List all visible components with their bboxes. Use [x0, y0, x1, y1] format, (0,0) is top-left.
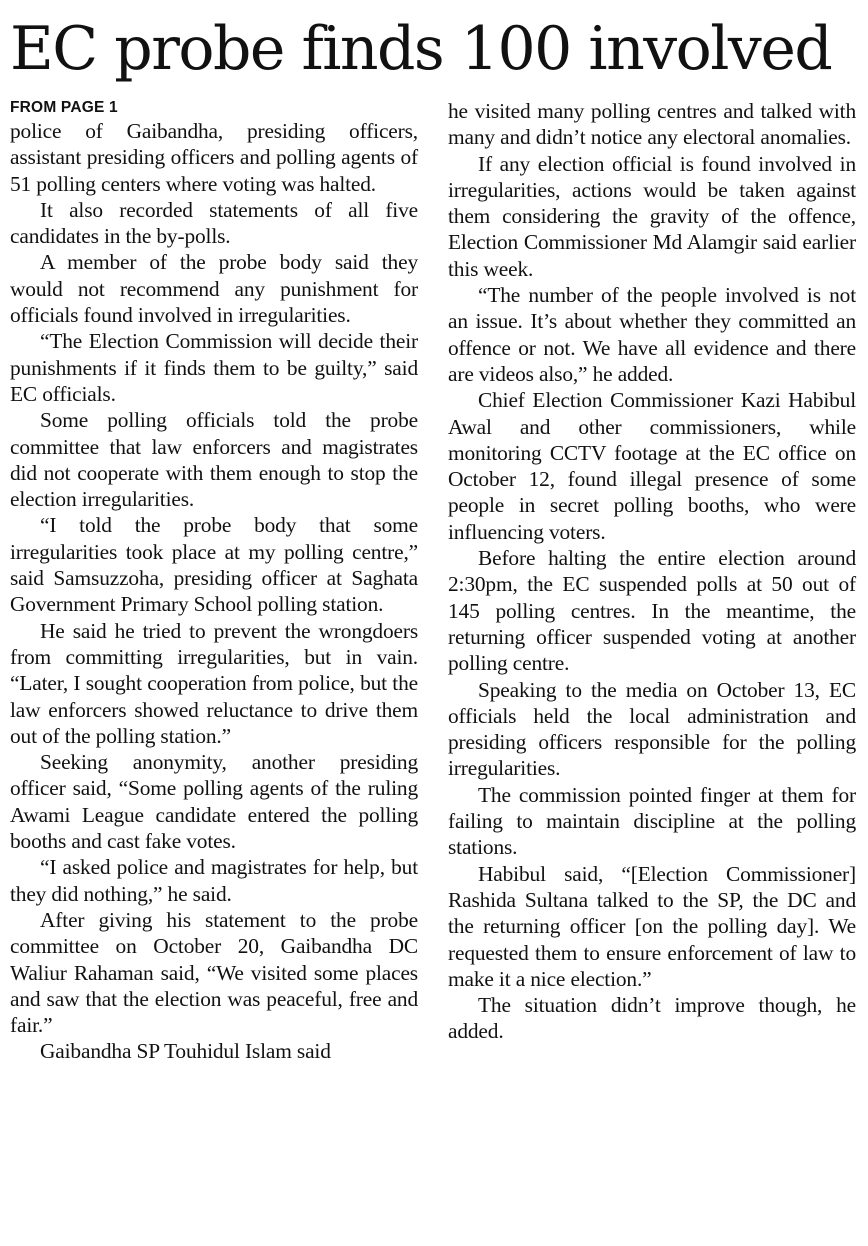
paragraph: If any election official is found involved in irregularities, actions would be taken against them considering the gravity of the offence, Election Commissioner Md Alamgir said earlier this week.	[448, 151, 856, 281]
paragraph: Before halting the entire election around 2:30pm, the EC suspended polls at 50 out of 145 polling centres. In the meantime, the returning officer suspended voting at another polling centre.	[448, 546, 856, 676]
paragraph: Habibul said, “[Election Commissioner] Rashida Sultana talked to the SP, the DC and the returning officer [on the polling day]. We requested them to ensure enforcement of law to make it a nice election.”	[448, 861, 856, 991]
paragraph: he visited many polling centres and talked with many and didn’t notice any electoral anomalies.	[448, 99, 856, 150]
paragraph: Some polling officials told the probe committee that law enforcers and magistrates did not cooperate with them enough to stop the election irregularities.	[10, 408, 418, 512]
paragraph: The situation didn’t improve though, he added.	[448, 993, 856, 1044]
paragraph: “The Election Commission will decide their punishments if it finds them to be guilty,” said EC officials.	[10, 329, 418, 406]
paragraph: Gaibandha SP Touhidul Islam said	[40, 1039, 331, 1064]
jump-label: FROM PAGE 1	[10, 99, 118, 116]
paragraph: Speaking to the media on October 13, EC officials held the local administration and presiding officers responsible for the polling irregularities.	[448, 677, 856, 781]
paragraph: “I asked police and magistrates for help, but they did nothing,” he said.	[10, 855, 418, 906]
paragraph: police of Gaibandha, presiding officers, assistant presiding officers and polling agents of 51 polling centers where voting was halted.	[10, 119, 418, 196]
paragraph: It also recorded statements of all five candidates in the by-polls.	[10, 197, 418, 249]
paragraph: Chief Election Commissioner Kazi Habibul Awal and other commissioners, while monitoring CCTV footage at the EC office on October 12, found illegal presence of some people in secret polling booths, who were influencing voters.	[448, 388, 856, 544]
paragraph: “I told the probe body that some irregularities took place at my polling centre,” said Samsuzzoha, presiding officer at Saghata Government Primary School polling station.	[10, 513, 418, 617]
paragraph: The commission pointed finger at them for failing to maintain discipline at the polling stations.	[448, 782, 856, 860]
left-column	[10, 98, 418, 1065]
paragraph: “The number of the people involved is not an issue. It’s about whether they committed an offence or not. We have all evidence and there are videos also,” he added.	[448, 283, 856, 386]
right-column	[448, 98, 856, 1045]
headline: EC probe finds 100 involved	[10, 14, 832, 84]
paragraph: He said he tried to prevent the wrongdoers from committing irregularities, but in vain. “Later, I sought cooperation from police, but the law enforcers showed reluctance to drive them out of the polling station.”	[10, 618, 418, 748]
paragraph: A member of the probe body said they would not recommend any punishment for officials found involved in irregularities.	[10, 250, 418, 328]
paragraph: Seeking anonymity, another presiding officer said, “Some polling agents of the ruling Awami League candidate entered the polling booths and cast fake votes.	[10, 750, 418, 854]
paragraph: After giving his statement to the probe committee on October 20, Gaibandha DC Waliur Rahaman said, “We visited some places and saw that the election was peaceful, free and fair.”	[10, 907, 418, 1038]
